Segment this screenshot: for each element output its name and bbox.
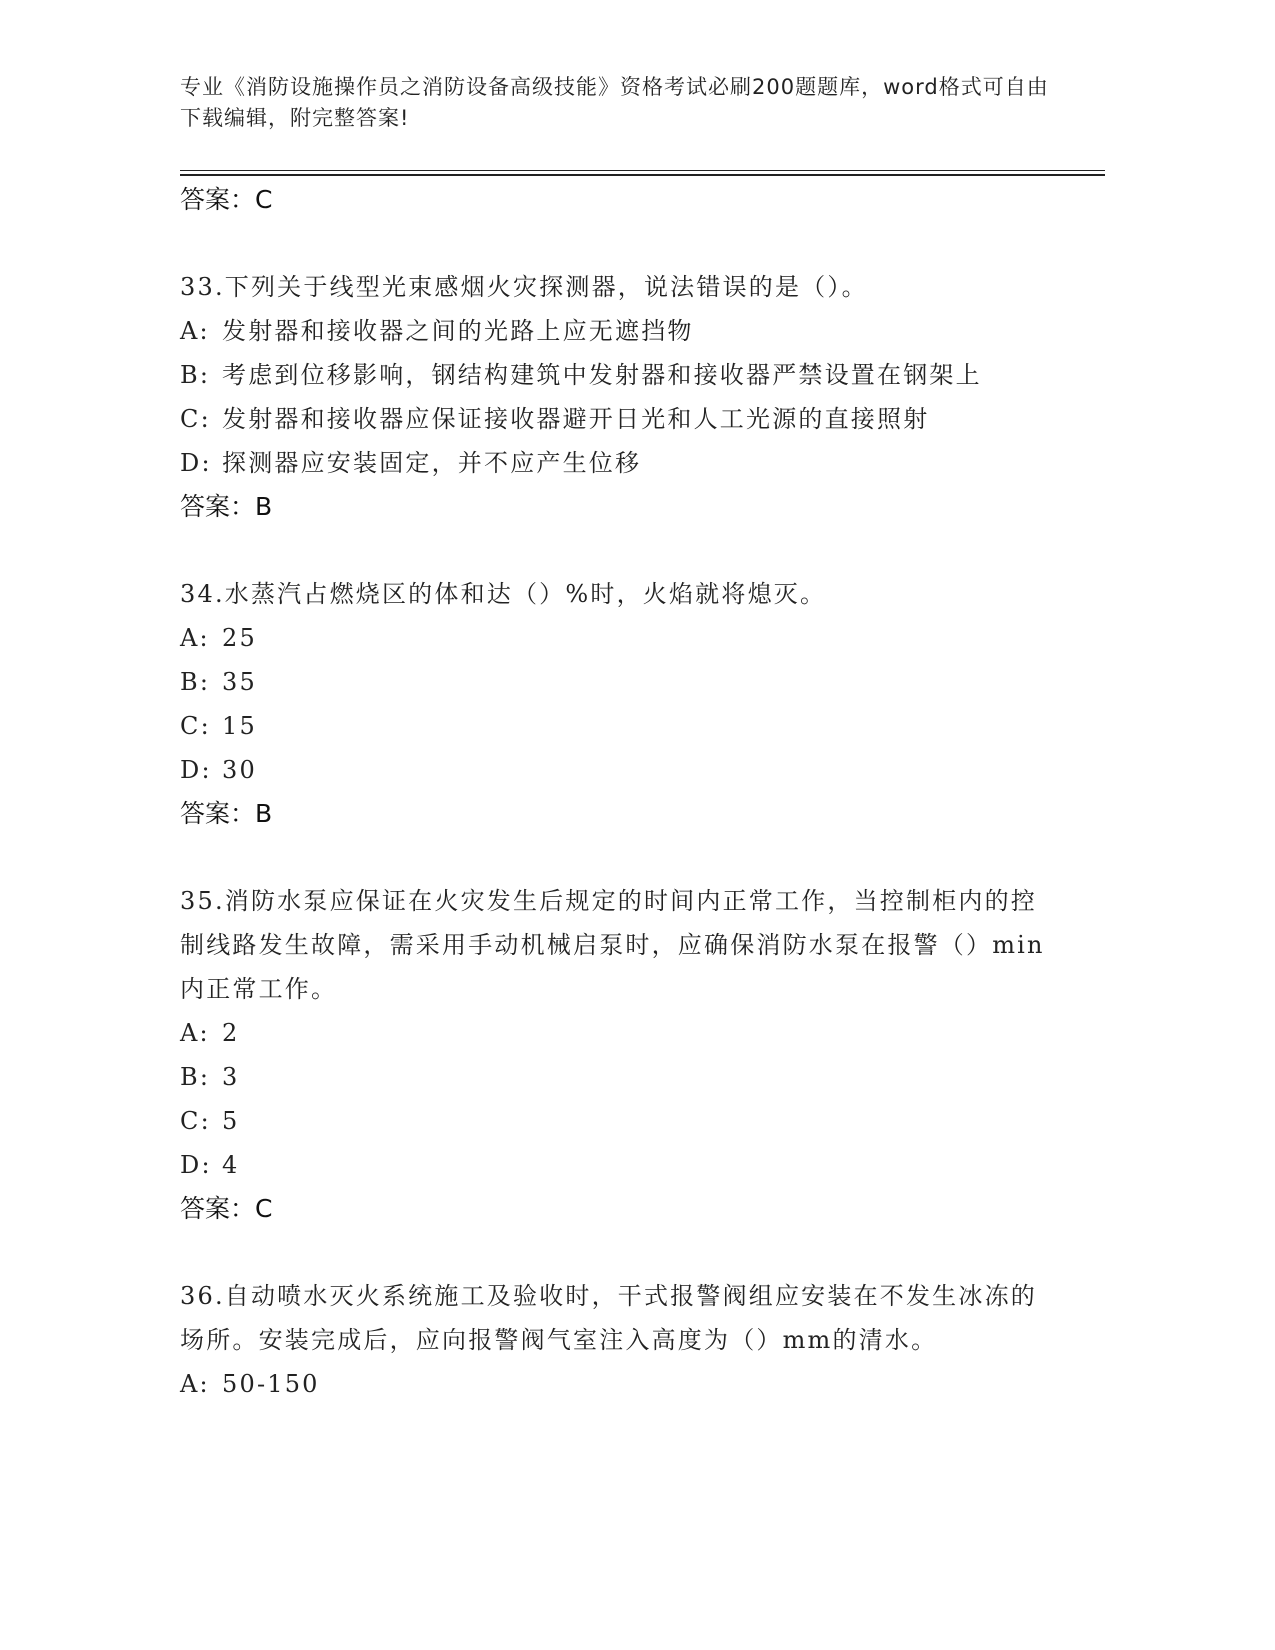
option-letter: A: — [180, 317, 210, 345]
option-b — [180, 660, 1050, 704]
answer-line: 答案：B — [180, 799, 273, 828]
question-block-35 — [180, 879, 1050, 1231]
option-d — [180, 748, 1050, 792]
option-c — [180, 397, 1050, 441]
option-a — [180, 1362, 1050, 1406]
option-letter: C: — [180, 1107, 211, 1135]
option-text: 考虑到位移影响，钢结构建筑中发射器和接收器严禁设置在钢架上 — [222, 361, 982, 389]
option-letter: D: — [180, 449, 212, 477]
option-letter: A: — [180, 1370, 210, 1398]
option-letter: A: — [180, 624, 210, 652]
question-text: 36.自动喷水灭火系统施工及验收时，干式报警阀组应安装在不发生冰冻的场所。安装完成后，应向报警阀气室注入高度为（）mm的清水。 — [180, 1282, 1037, 1354]
option-letter: B: — [180, 361, 211, 389]
option-text: 50-150 — [222, 1370, 320, 1398]
question-block-36 — [180, 1274, 1050, 1406]
option-letter: C: — [180, 405, 211, 433]
question-text: 35.消防水泵应保证在火灾发生后规定的时间内正常工作，当控制柜内的控制线路发生故障，需采用手动机械启泵时，应确保消防水泵在报警（）min内正常工作。 — [180, 887, 1045, 1003]
document-header: 专业《消防设施操作员之消防设备高级技能》资格考试必刷200题题库，word格式可自由下载编辑，附完整答案! — [180, 75, 1049, 130]
answer-line: 答案：C — [180, 185, 273, 214]
option-c — [180, 704, 1050, 748]
option-text: 4 — [222, 1151, 240, 1179]
option-b — [180, 1055, 1050, 1099]
answer-line: 答案：B — [180, 492, 273, 521]
option-letter: D: — [180, 756, 212, 784]
option-text: 2 — [222, 1019, 240, 1047]
option-text: 35 — [222, 668, 257, 696]
option-letter: B: — [180, 1063, 211, 1091]
question-block-34 — [180, 572, 1050, 836]
option-a — [180, 616, 1050, 660]
header-divider-thin — [180, 170, 1105, 171]
option-text: 30 — [222, 756, 257, 784]
option-a — [180, 309, 1050, 353]
option-text: 探测器应安装固定，并不应产生位移 — [222, 449, 642, 477]
option-letter: C: — [180, 712, 211, 740]
option-letter: B: — [180, 668, 211, 696]
option-b — [180, 353, 1050, 397]
option-letter: D: — [180, 1151, 212, 1179]
option-text: 3 — [222, 1063, 240, 1091]
option-c — [180, 1099, 1050, 1143]
question-text: 33.下列关于线型光束感烟火灾探测器，说法错误的是（）。 — [180, 273, 868, 301]
answer-line: 答案：C — [180, 1194, 273, 1223]
question-list — [180, 178, 1050, 1406]
option-text: 15 — [222, 712, 257, 740]
option-d — [180, 1143, 1050, 1187]
question-block-33 — [180, 265, 1050, 529]
question-text: 34.水蒸汽占燃烧区的体和达（）%时，火焰就将熄灭。 — [180, 580, 827, 608]
option-text: 发射器和接收器应保证接收器避开日光和人工光源的直接照射 — [222, 405, 930, 433]
option-text: 25 — [222, 624, 257, 652]
header-divider-thick — [180, 174, 1105, 176]
option-text: 发射器和接收器之间的光路上应无遮挡物 — [222, 317, 694, 345]
option-letter: A: — [180, 1019, 210, 1047]
option-d — [180, 441, 1050, 485]
option-text: 5 — [222, 1107, 240, 1135]
option-a — [180, 1011, 1050, 1055]
